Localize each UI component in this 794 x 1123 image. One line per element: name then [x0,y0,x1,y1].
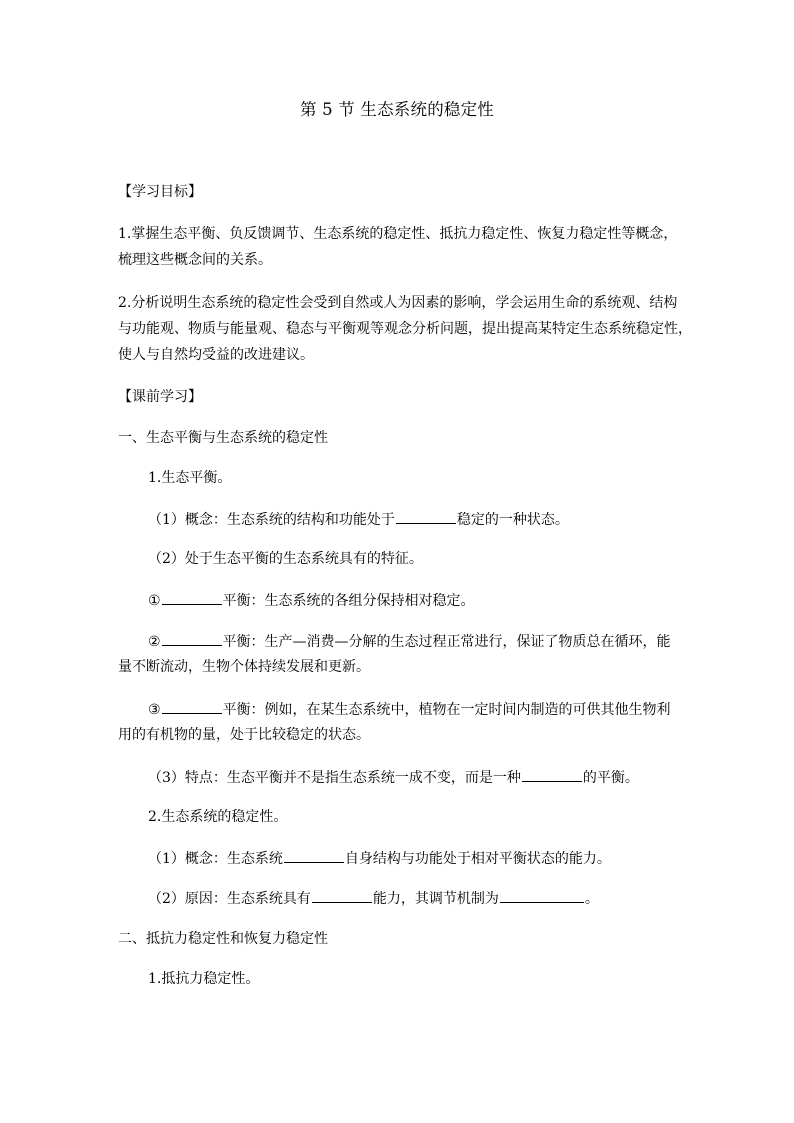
feature-1 [148,589,475,612]
text-segment: （2）原因：生态系统具有 [148,891,311,907]
feature-3-line-2: 用的有机物的量，处于比较稳定的状态。 [118,727,370,743]
circled-number: ① [148,593,161,609]
feature-2-line-1 [148,630,671,653]
circled-number: ③ [148,702,161,718]
goal-2-line-2: 与功能观、物质与能量观、稳态与平衡观等观念分析问题，提出提高某特定生态系统稳定性， [118,321,692,337]
item-concept [148,508,569,531]
fill-blank[interactable] [500,887,584,903]
feature-2-line-2: 量不断流动，生物个体持续发展和更新。 [118,659,370,675]
item-features: （2）处于生态平衡的生态系统具有的特征。 [148,551,423,567]
learning-goals-heading: 【学习目标】 [118,184,202,200]
item-stability-reason [148,887,599,910]
fill-blank[interactable] [162,698,222,714]
goal-2-line-3: 使人与自然均受益的改进建议。 [118,347,314,363]
fill-blank[interactable] [162,589,222,605]
fill-blank[interactable] [522,766,582,782]
item-stability-concept [148,847,611,870]
text-segment: （1）概念：生态系统的结构和功能处于 [148,512,395,528]
fill-blank[interactable] [396,508,456,524]
text-segment: 稳定的一种状态。 [456,512,569,528]
page-title: 第 5 节 生态系统的稳定性 [299,100,495,119]
item-characteristics [148,766,639,789]
part-2-heading: 二、抵抗力稳定性和恢复力稳定性 [118,931,328,947]
item-ecological-balance: 1.生态平衡。 [148,470,232,486]
goal-1-line-2: 梳理这些概念间的关系。 [118,252,272,268]
text-segment: 的平衡。 [582,770,639,786]
text-segment: （1）概念：生态系统 [148,851,283,867]
goal-1-line-1: 1.掌握生态平衡、负反馈调节、生态系统的稳定性、抵抗力稳定性、恢复力稳定性等概念， [118,226,678,242]
goal-2-line-1: 2.分析说明生态系统的稳定性会受到自然或人为因素的影响，学会运用生命的系统观、结构 [118,295,678,311]
text-segment: 自身结构与功能处于相对平衡状态的能力。 [344,851,611,867]
text-segment: 平衡：生态系统的各组分保持相对稳定。 [222,593,475,609]
text-segment: 能力，其调节机制为 [372,891,499,907]
text-segment: （3）特点：生态平衡并不是指生态系统一成不变，而是一种 [148,770,521,786]
text-segment: 平衡：生产—消费—分解的生态过程正常进行，保证了物质总在循环，能 [222,634,671,650]
fill-blank[interactable] [312,887,372,903]
text-segment: 。 [584,891,599,907]
text-segment: 平衡：例如，在某生态系统中，植物在一定时间内制造的可供其他生物利 [222,702,671,718]
part-1-heading: 一、生态平衡与生态系统的稳定性 [118,430,328,446]
preclass-heading: 【课前学习】 [118,389,202,405]
item-resistance-stability: 1.抵抗力稳定性。 [148,971,260,987]
fill-blank[interactable] [162,630,222,646]
feature-3-line-1 [148,698,671,721]
item-ecosystem-stability: 2.生态系统的稳定性。 [148,809,288,825]
circled-number: ② [148,634,161,650]
fill-blank[interactable] [284,847,344,863]
